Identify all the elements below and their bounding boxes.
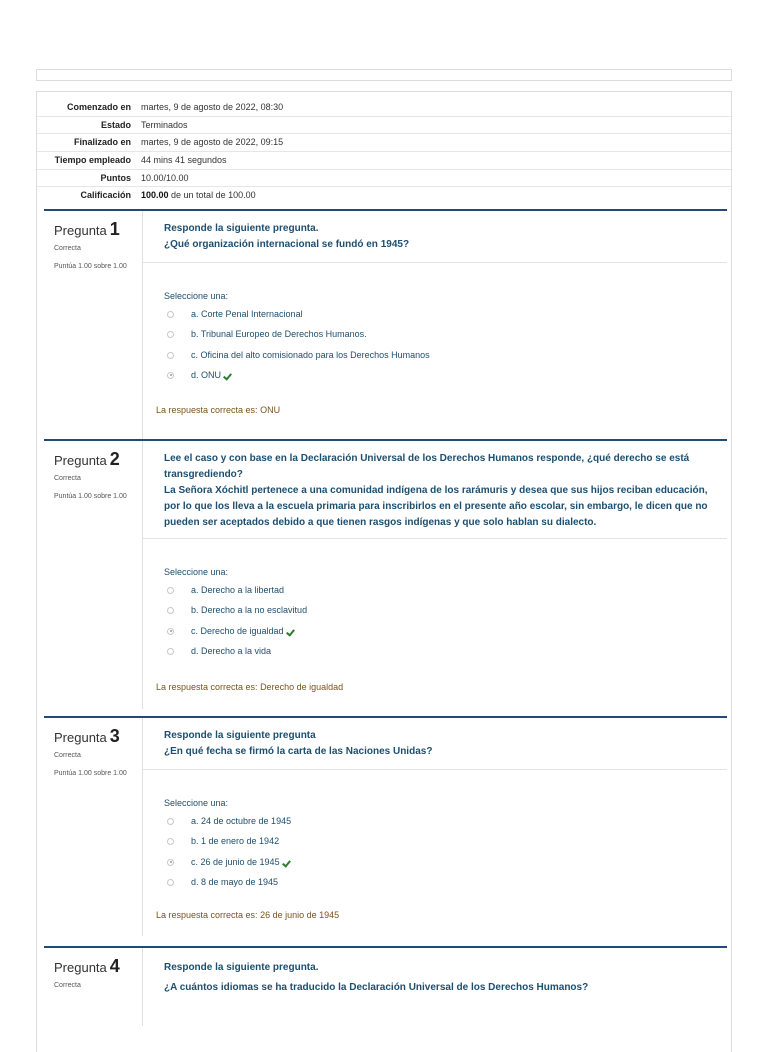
summary-key: Puntos <box>100 172 131 183</box>
question-number <box>54 449 120 470</box>
question-word: Pregunta <box>54 730 107 745</box>
question-text-divider <box>143 769 727 770</box>
radio-button[interactable] <box>167 838 174 845</box>
option-label: b. Derecho a la no esclavitud <box>191 605 308 615</box>
question-state: Correcta <box>54 752 81 759</box>
question-word: Pregunta <box>54 960 107 975</box>
question-state: Correcta <box>54 245 81 252</box>
option-b[interactable] <box>167 603 307 617</box>
question-state: Correcta <box>54 982 81 989</box>
option-label: b. 1 de enero de 1942 <box>191 836 280 846</box>
option-d[interactable] <box>167 644 271 658</box>
option-b[interactable] <box>167 327 367 341</box>
option-label: a. 24 de octubre de 1945 <box>191 816 292 826</box>
question-divider <box>44 716 727 718</box>
summary-row-started <box>37 99 731 117</box>
summary-value: martes, 9 de agosto de 2022, 09:15 <box>141 137 284 148</box>
option-c[interactable] <box>167 855 292 869</box>
info-separator <box>142 718 143 936</box>
question-number <box>54 219 120 240</box>
feedback-answer: ONU <box>260 405 281 415</box>
radio-button-selected[interactable] <box>167 372 174 379</box>
question-number-value: 1 <box>109 219 120 239</box>
question-3 <box>44 716 727 946</box>
feedback-answer: Derecho de igualdad <box>260 682 344 692</box>
option-label: c. 26 de junio de 1945 <box>191 857 280 867</box>
info-separator <box>142 211 143 439</box>
grade-value: 100.00 <box>141 190 169 201</box>
radio-button[interactable] <box>167 607 174 614</box>
radio-button-selected[interactable] <box>167 859 174 866</box>
question-number <box>54 956 120 977</box>
radio-button-selected[interactable] <box>167 628 174 635</box>
question-text: Responde la siguiente pregunta ¿En qué fecha se firmó la carta de las Naciones Unidas? <box>164 730 433 757</box>
correct-answer-feedback <box>156 682 343 692</box>
question-grade: Puntúa 1.00 sobre 1.00 <box>54 493 127 500</box>
summary-value: 44 mins 41 segundos <box>141 155 227 166</box>
radio-button[interactable] <box>167 818 174 825</box>
summary-key: Estado <box>100 119 131 130</box>
option-label: d. ONU <box>191 370 222 380</box>
option-a[interactable] <box>167 814 291 828</box>
question-2 <box>44 439 727 716</box>
question-4 <box>44 946 727 1026</box>
summary-row-finished <box>37 134 731 152</box>
question-divider <box>44 209 727 211</box>
option-label: c. Derecho de igualdad <box>191 626 284 636</box>
option-a[interactable] <box>167 583 284 597</box>
question-divider <box>44 439 727 441</box>
radio-button[interactable] <box>167 311 174 318</box>
question-text: Responde la siguiente pregunta. ¿Qué organización internacional se fundó en 1945? <box>164 223 410 250</box>
question-grade: Puntúa 1.00 sobre 1.00 <box>54 263 127 270</box>
question-number-value: 3 <box>109 726 120 746</box>
top-navigation-bar <box>36 69 732 81</box>
select-one-label: Seleccione una: <box>164 567 229 577</box>
radio-button[interactable] <box>167 352 174 359</box>
feedback-prefix: La respuesta correcta es: <box>156 682 261 692</box>
question-text-divider <box>143 538 727 539</box>
option-label: a. Derecho a la libertad <box>191 585 285 595</box>
radio-button[interactable] <box>167 331 174 338</box>
summary-value: 10.00/10.00 <box>141 172 189 183</box>
attempt-summary-table <box>37 99 731 204</box>
radio-button[interactable] <box>167 648 174 655</box>
question-text: Responde la siguiente pregunta. ¿A cuántos idiomas se ha traducido la Declaración Universal de los Derechos Humanos? <box>164 962 589 993</box>
question-state: Correcta <box>54 475 81 482</box>
option-label: b. Tribunal Europeo de Derechos Humanos. <box>191 329 367 339</box>
option-label: a. Corte Penal Internacional <box>191 309 303 319</box>
summary-key: Tiempo empleado <box>54 155 131 166</box>
summary-key: Comenzado en <box>66 102 131 112</box>
question-text-divider <box>143 262 727 263</box>
option-label: d. Derecho a la vida <box>191 646 272 656</box>
question-word: Pregunta <box>54 453 107 468</box>
option-c[interactable] <box>167 624 296 638</box>
summary-row-points <box>37 170 731 188</box>
select-one-label: Seleccione una: <box>164 291 229 301</box>
info-separator <box>142 441 143 709</box>
summary-row-time <box>37 152 731 170</box>
correct-answer-feedback <box>156 405 280 415</box>
quiz-review-panel <box>36 91 732 1052</box>
summary-row-state <box>37 117 731 135</box>
grade-total: de un total de 100.00 <box>168 190 256 201</box>
question-number-value: 4 <box>109 956 120 976</box>
option-a[interactable] <box>167 307 303 321</box>
question-number-value: 2 <box>109 449 120 469</box>
question-text: Lee el caso y con base en la Declaración Universal de los Derechos Humanos responde, ¿qué derecho se está transgrediendo? La Señora Xóchitl pertenece a una comunidad indígena de los rarámuris y desea que sus hijos reciban educación, por lo que los lleva a la escuela primaria para inscribirlos en el presente año escolar, sin embargo, le dicen que no pueden ser aceptados debido a que tienen rasgos indígenas y que solo hablan su dialecto. <box>164 453 708 528</box>
summary-value <box>141 187 256 204</box>
summary-value: Terminados <box>141 119 188 130</box>
summary-key: Calificación <box>80 190 131 201</box>
select-one-label: Seleccione una: <box>164 798 229 808</box>
question-divider <box>44 946 727 948</box>
option-d[interactable] <box>167 875 278 889</box>
question-word: Pregunta <box>54 223 107 238</box>
question-grade: Puntúa 1.00 sobre 1.00 <box>54 770 127 777</box>
check-icon <box>283 859 292 866</box>
option-label: c. Oficina del alto comisionado para los Derechos Humanos <box>191 350 430 360</box>
question-number <box>54 726 120 747</box>
check-icon <box>224 372 233 379</box>
option-b[interactable] <box>167 834 279 848</box>
option-c[interactable] <box>167 348 430 362</box>
info-separator <box>142 948 143 1026</box>
option-label: d. 8 de mayo de 1945 <box>191 877 279 887</box>
summary-key: Finalizado en <box>73 137 131 148</box>
option-d[interactable] <box>167 368 233 382</box>
correct-answer-feedback <box>156 910 339 920</box>
radio-button[interactable] <box>167 587 174 594</box>
radio-button[interactable] <box>167 879 174 886</box>
summary-value: martes, 9 de agosto de 2022, 08:30 <box>141 102 284 112</box>
feedback-prefix: La respuesta correcta es: <box>156 910 261 920</box>
summary-row-grade <box>37 187 731 204</box>
question-1 <box>44 209 727 439</box>
feedback-answer: 26 de junio de 1945 <box>260 910 340 920</box>
feedback-prefix: La respuesta correcta es: <box>156 405 261 415</box>
check-icon <box>287 628 296 635</box>
